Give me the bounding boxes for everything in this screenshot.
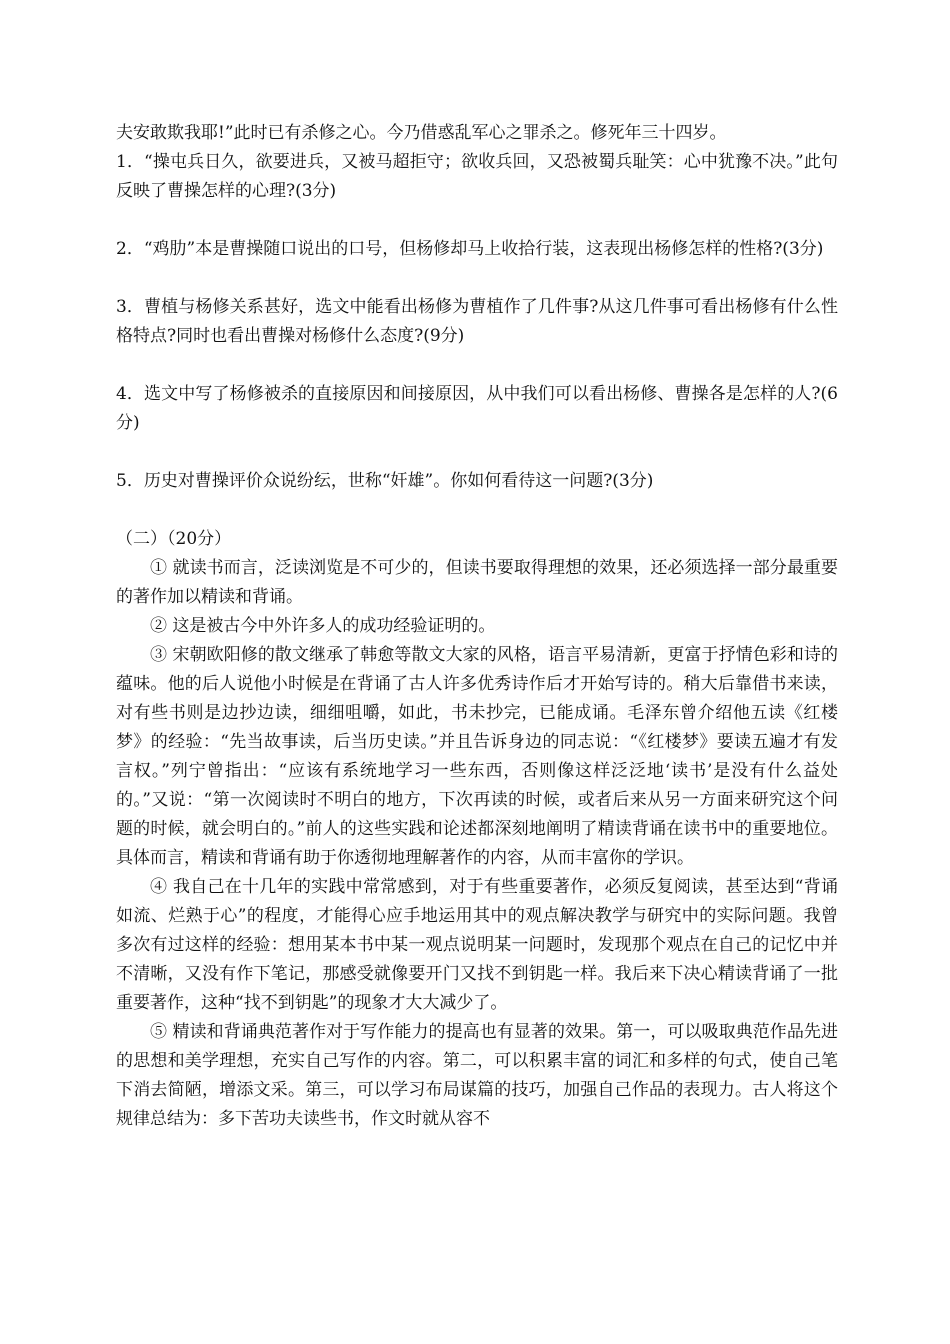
section-2-heading: （二）（20分） [116, 529, 232, 549]
intro-tail-text: 夫安敢欺我耶!”此时已有杀修之心。今乃借惑乱军心之罪杀之。修死年三十四岁。 [116, 123, 727, 143]
paragraph-1: ① 就读书而言，泛读浏览是不可少的，但读书要取得理想的效果，还必须选择一部分最重要的著作加以精读和背诵。 [116, 558, 838, 607]
paragraph-2: ② 这是被古今中外许多人的成功经验证明的。 [150, 616, 496, 636]
question-3: 3．曹植与杨修关系甚好，选文中能看出杨修为曹植作了几件事?从这几件事可看出杨修有什么性格特点?同时也看出曹操对杨修什么态度?(9分) [116, 297, 838, 346]
paragraph-3: ③ 宋朝欧阳修的散文继承了韩愈等散文大家的风格，语言平易清新，更富于抒情色彩和诗的蕴味。他的后人说他小时候是在背诵了古人许多优秀诗作后才开始写诗的。稍大后靠借书来读，对有些书则是边抄边读，细细咀嚼，如此，书未抄完，已能成诵。毛泽东曾介绍他五读《红楼梦》的经验：“先当故事读，后当历史读。”并且告诉身边的同志说：“《红楼梦》要读五遍才有发言权。”列宁曾指出：“应该有系统地学习一些东西，否则像这样泛泛地‘读书’是没有什么益处的。”又说：“第一次阅读时不明白的地方，下次再读的时候，或者后来从另一方面来研究这个问题的时候，就会明白的。”前人的这些实践和论述都深刻地阐明了精读背诵在读书中的重要地位。具体而言，精读和背诵有助于你透彻地理解著作的内容，从而丰富你的学识。 [116, 645, 838, 868]
question-5: 5．历史对曹操评价众说纷纭，世称“奸雄”。你如何看待这一问题?(3分) [116, 471, 654, 491]
question-2: 2．“鸡肋”本是曹操随口说出的口号，但杨修却马上收拾行装，这表现出杨修怎样的性格?(3分) [116, 239, 824, 259]
document-page [116, 119, 838, 1134]
question-4: 4．选文中写了杨修被杀的直接原因和间接原因，从中我们可以看出杨修、曹操各是怎样的人?(6分) [116, 384, 838, 433]
paragraph-5: ⑤ 精读和背诵典范著作对于写作能力的提高也有显著的效果。第一，可以吸取典范作品先进的思想和美学理想，充实自己写作的内容。第二，可以积累丰富的词汇和多样的句式，使自己笔下消去简陋，增添文采。第三，可以学习布局谋篇的技巧，加强自己作品的表现力。古人将这个规律总结为：多下苦功夫读些书，作文时就从容不 [116, 1022, 838, 1129]
question-1: 1．“操屯兵日久，欲要进兵，又被马超拒守；欲收兵回，又恐被蜀兵耻笑：心中犹豫不决。”此句反映了曹操怎样的心理?(3分) [116, 152, 838, 201]
paragraph-4: ④ 我自己在十几年的实践中常常感到，对于有些重要著作，必须反复阅读，甚至达到“背诵如流、烂熟于心”的程度，才能得心应手地运用其中的观点解决教学与研究中的实际问题。我曾多次有过这样的经验：想用某本书中某一观点说明某一问题时，发现那个观点在自己的记忆中并不清晰，又没有作下笔记，那感受就像要开门又找不到钥匙一样。我后来下决心精读背诵了一批重要著作，这种“找不到钥匙”的现象才大大减少了。 [116, 877, 838, 1013]
